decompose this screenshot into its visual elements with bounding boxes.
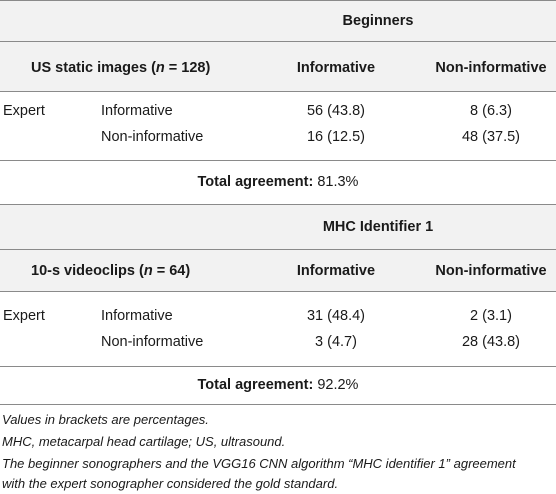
group-title-mhc-identifier: MHC Identifier 1 — [322, 219, 434, 235]
table-cell: 3 (4.7) — [315, 334, 357, 350]
column-header-non-informative: Non-informative — [435, 263, 547, 279]
rule — [0, 291, 556, 292]
subset-label: 10-s videoclips (n = 64) — [31, 263, 191, 279]
footnote: The beginner sonographers and the VGG16 CNN algorithm “MHC identifier 1” agreement — [2, 456, 516, 471]
table-cell: 48 (37.5) — [461, 129, 521, 145]
table-cell: 31 (48.4) — [306, 308, 366, 324]
row-label-non-informative: Non-informative — [101, 334, 204, 350]
table-cell: 16 (12.5) — [306, 129, 366, 145]
column-header-informative: Informative — [296, 263, 376, 279]
row-label-informative: Informative — [101, 103, 173, 119]
table-bottom-rule — [0, 404, 556, 405]
rule — [0, 160, 556, 161]
rater-label: Expert — [3, 308, 45, 324]
total-agreement: Total agreement: 81.3% — [197, 174, 359, 190]
footnote: Values in brackets are percentages. — [2, 412, 209, 427]
footnote: MHC, metacarpal head cartilage; US, ultrasound. — [2, 434, 286, 449]
table-cell: 2 (3.1) — [470, 308, 512, 324]
column-header-non-informative: Non-informative — [435, 60, 547, 76]
table-cell: 28 (43.8) — [461, 334, 521, 350]
group-title-beginners: Beginners — [342, 13, 414, 29]
subset-label: US static images (n = 128) — [31, 60, 211, 76]
rater-label: Expert — [3, 103, 45, 119]
rule — [0, 366, 556, 367]
row-label-non-informative: Non-informative — [101, 129, 204, 145]
table-cell: 56 (43.8) — [306, 103, 366, 119]
total-agreement: Total agreement: 92.2% — [197, 377, 359, 393]
column-header-informative: Informative — [296, 60, 376, 76]
footnote: with the expert sonographer considered the gold standard. — [2, 476, 339, 491]
row-label-informative: Informative — [101, 308, 173, 324]
rule — [0, 91, 556, 92]
table-cell: 8 (6.3) — [470, 103, 512, 119]
